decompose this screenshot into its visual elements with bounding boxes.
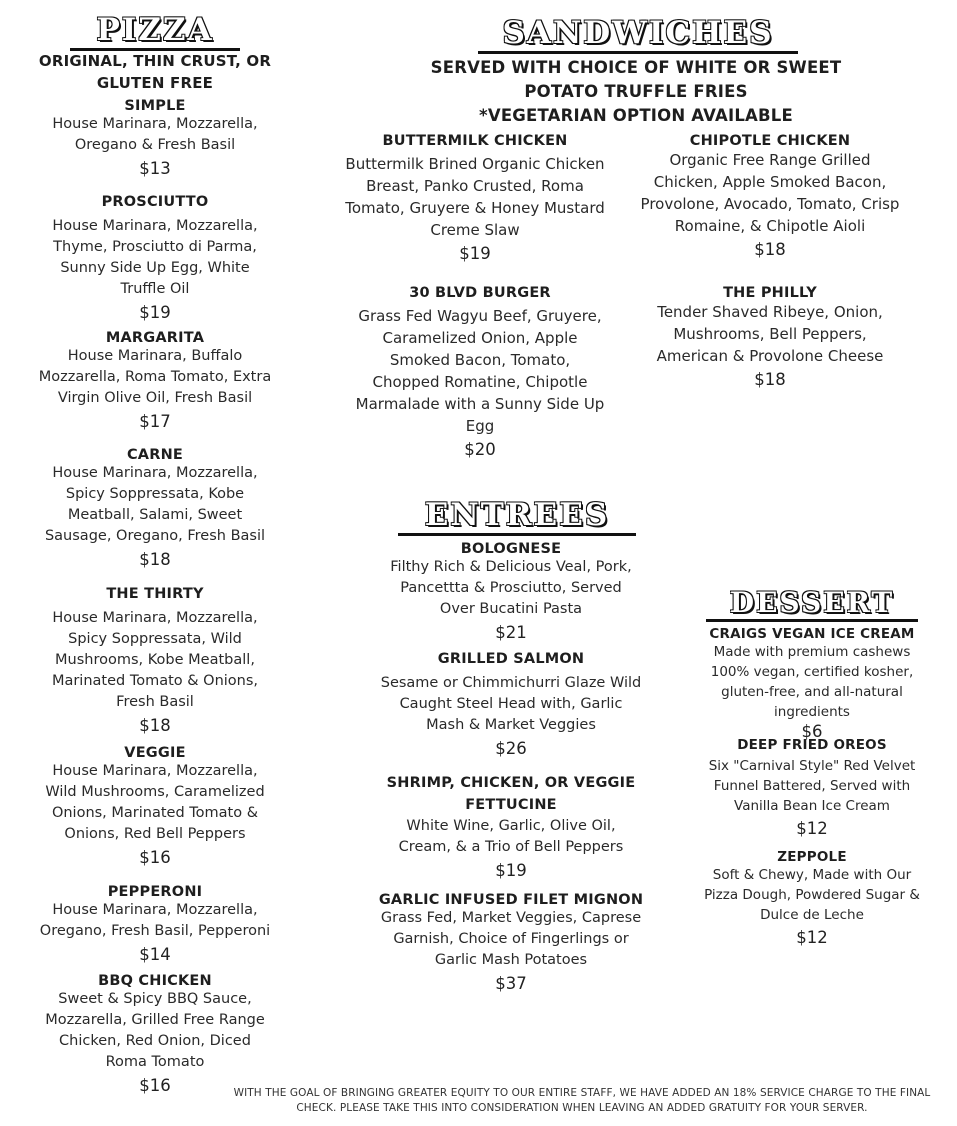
item-desc: House Marinara, Mozzarella, Spicy Soppressata, Kobe Meatball, Salami, Sweet Sausage, Oregano, Fresh Basil [44,465,266,544]
item-name: SHRIMP, CHICKEN, OR VEGGIE FETTUCINE [386,775,636,813]
item-price: $14 [139,945,171,964]
dessert-item-vegan-ice-cream [690,626,934,739]
item-desc: House Marinara, Mozzarella, Oregano, Fresh Basil, Pepperoni [39,902,271,939]
item-desc: Filthy Rich & Delicious Veal, Pork, Pancettta & Prosciutto, Served Over Bucatini Pasta [390,559,632,617]
item-name: 30 BLVD BURGER [409,285,551,301]
pizza-item-margarita [30,330,280,431]
item-desc: House Marinara, Mozzarella, Wild Mushrooms, Caramelized Onions, Marinated Tomato & Onions, Red Bell Peppers [45,763,265,842]
item-price: $6 [801,722,823,741]
entrees-heading: ENTREES [398,497,636,536]
pizza-item-carne [30,447,280,569]
item-name: SIMPLE [124,98,186,114]
item-price: $19 [459,244,491,263]
sandwich-item-chipotle-chicken [640,133,900,259]
pizza-subtitle: ORIGINAL, THIN CRUST, OR GLUTEN FREE [38,52,272,92]
item-name: CARNE [126,447,184,463]
item-desc: Tender Shaved Ribeye, Onion, Mushrooms, Bell Peppers, American & Provolone Cheese [656,303,884,365]
pizza-item-the-thirty [30,586,280,735]
entree-item-filet-mignon [360,892,662,993]
item-name: BOLOGNESE [460,541,562,557]
item-price: $18 [754,370,786,389]
pizza-item-bbq-chicken [30,973,280,1095]
pizza-item-veggie [30,745,280,867]
item-name: BBQ CHICKEN [98,973,212,989]
item-name: DEEP FRIED OREOS [737,737,887,753]
item-desc: House Marinara, Buffalo Mozzarella, Roma Tomato, Extra Virgin Olive Oil, Fresh Basil [38,348,272,406]
pizza-item-prosciutto [30,194,280,322]
item-price: $18 [139,716,171,735]
item-price: $12 [796,928,828,947]
item-price: $16 [139,848,171,867]
dessert-item-deep-fried-oreos [690,737,934,838]
item-desc: Buttermilk Brined Organic Chicken Breast, Panko Crusted, Roma Tomato, Gruyere & Honey Mustard Creme Slaw [345,155,605,239]
item-name: VEGGIE [124,745,186,761]
item-price: $19 [139,303,171,322]
item-price: $18 [754,240,786,259]
sandwiches-subtitle: SERVED WITH CHOICE OF WHITE OR SWEET POTATO TRUFFLE FRIES *VEGETARIAN OPTION AVAILABLE [430,58,842,125]
item-desc: House Marinara, Mozzarella, Spicy Soppressata, Wild Mushrooms, Kobe Meatball, Marinated Tomato & Onions, Fresh Basil [51,610,259,710]
item-name: ZEPPOLE [777,849,847,865]
item-desc: Sesame or Chimmichurri Glaze Wild Caught Steel Head with, Garlic Mash & Market Veggies [380,675,642,733]
item-desc: Six "Carnival Style" Red Velvet Funnel Battered, Served with Vanilla Bean Ice Cream [708,758,916,814]
dessert-item-zeppole [690,849,934,947]
item-price: $12 [796,819,828,838]
item-name: PEPPERONI [107,884,203,900]
item-name: MARGARITA [105,330,205,346]
item-name: THE PHILLY [723,285,817,301]
sandwiches-heading: SANDWICHES [478,15,798,54]
item-price: $18 [139,550,171,569]
item-desc: Grass Fed, Market Veggies, Caprese Garnish, Choice of Fingerlings or Garlic Mash Potatoes [380,910,642,968]
item-price: $37 [495,974,527,993]
item-desc: Sweet & Spicy BBQ Sauce, Mozzarella, Grilled Free Range Chicken, Red Onion, Diced Roma Tomato [45,991,265,1070]
item-price: $19 [495,861,527,880]
item-name: GRILLED SALMON [437,651,585,667]
item-desc: Made with premium cashews 100% vegan, certified kosher, gluten-free, and all-natural ingredients [710,644,914,720]
item-price: $17 [139,412,171,431]
item-name: GARLIC INFUSED FILET MIGNON [378,892,644,908]
item-price: $21 [495,623,527,642]
item-name: THE THIRTY [106,586,204,602]
item-name: CRAIGS VEGAN ICE CREAM [709,626,915,642]
service-charge-notice: WITH THE GOAL OF BRINGING GREATER EQUITY TO OUR ENTIRE STAFF, WE HAVE ADDED AN 18% SERVICE CHARGE TO THE FINAL CHECK. PLEASE TAKE THIS INTO CONSIDERATION WHEN LEAVING AN ADDED GRATUITY FOR YOUR SERVER. [233,1087,931,1114]
item-price: $13 [139,159,171,178]
item-name: PROSCIUTTO [101,194,209,210]
item-desc: Soft & Chewy, Made with Our Pizza Dough, Powdered Sugar & Dulce de Leche [704,867,920,923]
entree-item-bolognese [390,541,632,642]
item-desc: Organic Free Range Grilled Chicken, Apple Smoked Bacon, Provolone, Avocado, Tomato, Crisp Romaine, & Chipotle Aioli [640,151,900,235]
sandwich-item-30-blvd-burger [340,285,620,459]
item-desc: House Marinara, Mozzarella, Thyme, Prosciutto di Parma, Sunny Side Up Egg, White Truffle Oil [52,218,258,297]
item-name: BUTTERMILK CHICKEN [382,133,568,149]
sandwich-item-buttermilk-chicken [340,133,610,263]
item-price: $16 [139,1076,171,1095]
item-desc: White Wine, Garlic, Olive Oil, Cream, & a Trio of Bell Peppers [398,818,624,855]
pizza-item-pepperoni [30,884,280,964]
entree-item-fettucine [370,772,652,880]
item-desc: Grass Fed Wagyu Beef, Gruyere, Caramelized Onion, Apple Smoked Bacon, Tomato, Chopped Romatine, Chipotle Marmalade with a Sunny Side Up Egg [355,307,605,435]
dessert-heading: DESSERT [706,586,918,622]
item-price: $20 [464,440,496,459]
item-name: CHIPOTLE CHICKEN [689,133,851,149]
item-price: $26 [495,739,527,758]
item-desc: House Marinara, Mozzarella, Oregano & Fresh Basil [52,116,258,153]
entree-item-grilled-salmon [380,651,642,758]
pizza-item-simple [30,98,280,178]
pizza-heading: PIZZA [70,12,240,51]
sandwich-item-the-philly [640,285,900,389]
